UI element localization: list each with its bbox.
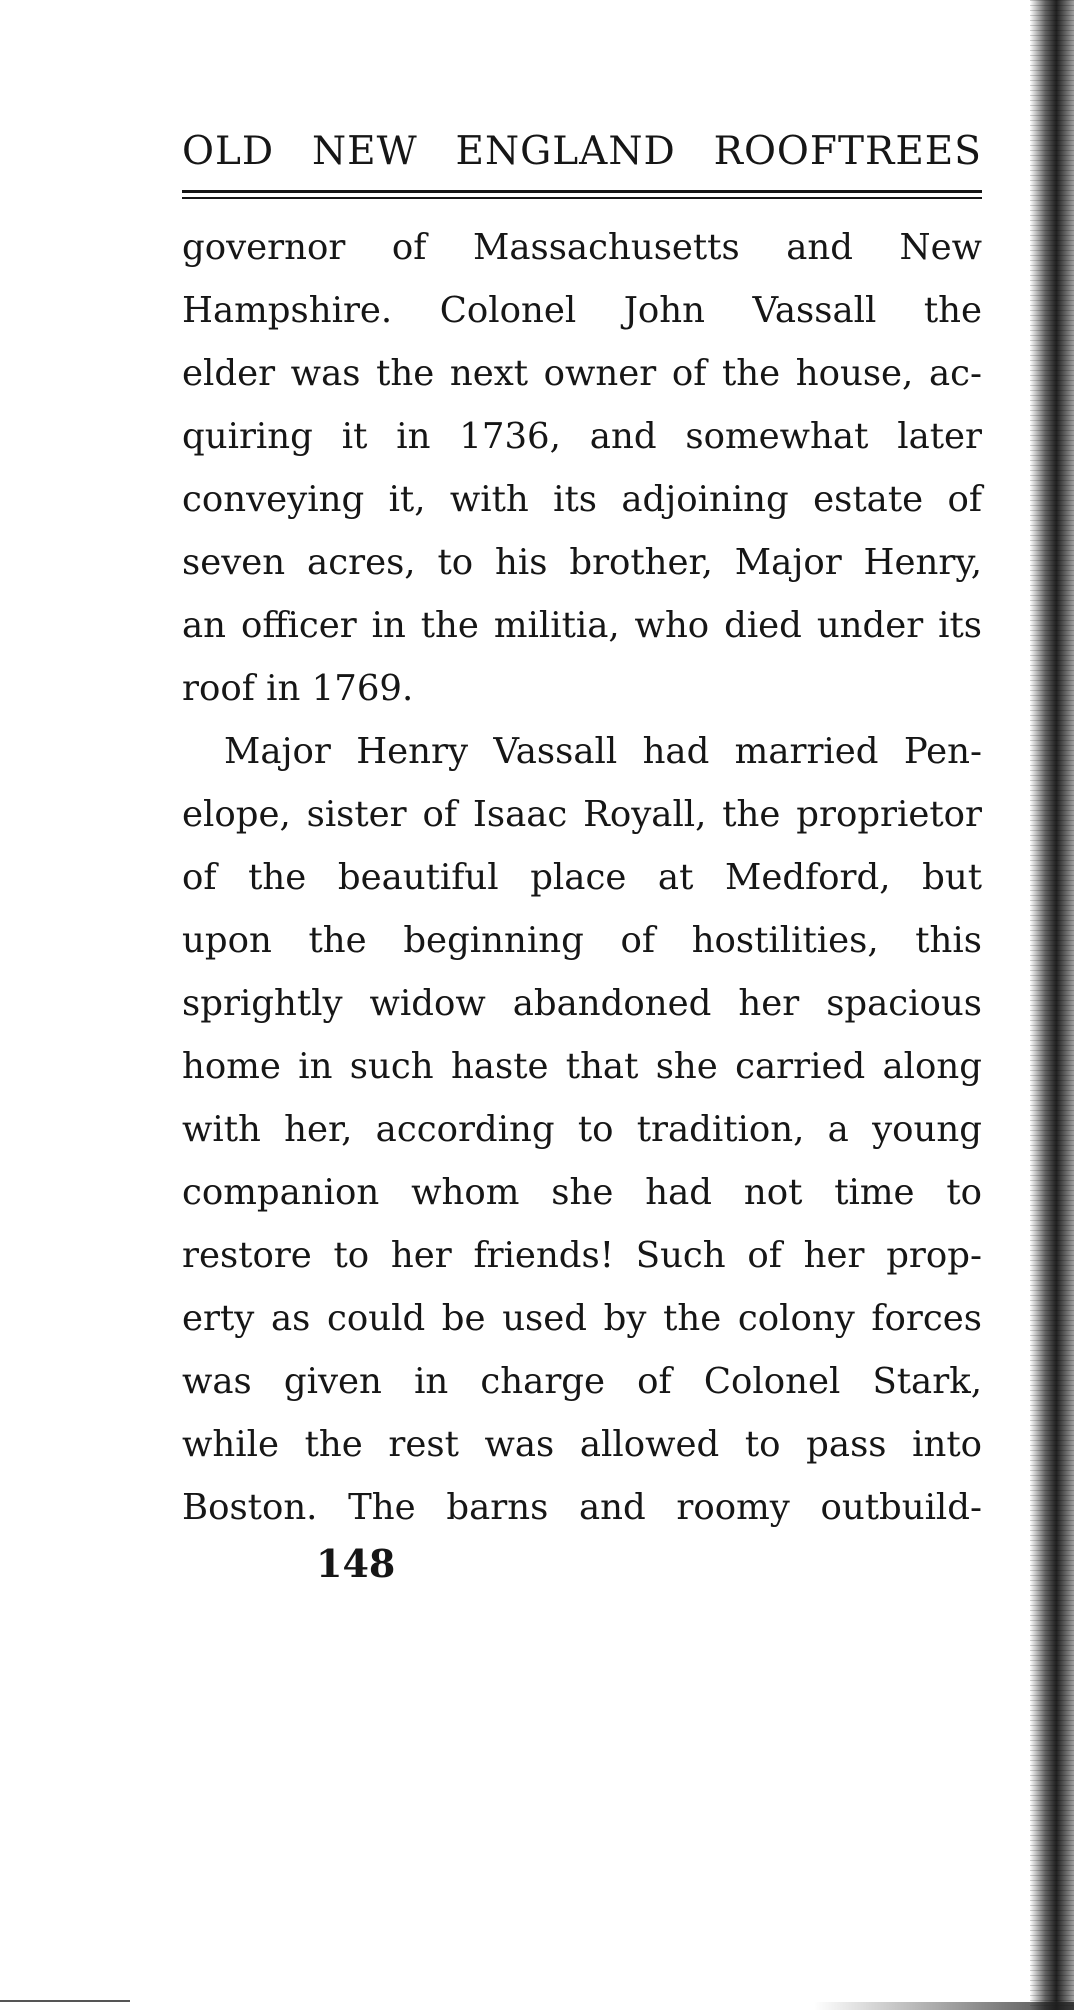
- text-line: governor of Massachusetts and New: [182, 227, 982, 268]
- text-line: seven acres, to his brother, Major Henry,: [182, 542, 982, 583]
- page-edge-shadow: [1030, 0, 1074, 2010]
- text-line: quiring it in 1736, and somewhat later: [182, 416, 982, 457]
- text-line: companion whom she had not time to: [182, 1172, 982, 1213]
- paragraph-end-line: roof in 1769.: [182, 668, 414, 709]
- text-line: Hampshire. Colonel John Vassall the: [182, 290, 982, 331]
- text-line: with her, according to tradition, a young: [182, 1109, 982, 1150]
- page-number: 148: [316, 1541, 396, 1586]
- text-line: of the beautiful place at Medford, but: [182, 857, 982, 898]
- paragraph-start-line: Major Henry Vassall had married Pen-: [224, 731, 982, 772]
- page-edge-bottom-shadow: [814, 2002, 1074, 2010]
- text-line: conveying it, with its adjoining estate of: [182, 479, 982, 520]
- header-double-rule: [182, 190, 982, 199]
- text-line: Boston. The barns and roomy outbuild-: [182, 1487, 982, 1528]
- text-line: elder was the next owner of the house, ac-: [182, 353, 982, 394]
- body-text: [182, 216, 982, 1539]
- scan-margin-mark: [0, 2000, 130, 2002]
- text-line: elope, sister of Isaac Royall, the proprietor: [182, 794, 982, 835]
- text-line: erty as could be used by the colony forces: [182, 1298, 982, 1339]
- running-head: OLD NEW ENGLAND ROOFTREES: [182, 129, 982, 174]
- text-line: while the rest was allowed to pass into: [182, 1424, 982, 1465]
- text-line: home in such haste that she carried along: [182, 1046, 982, 1087]
- text-line: restore to her friends! Such of her prop-: [182, 1235, 982, 1276]
- text-line: upon the beginning of hostilities, this: [182, 920, 982, 961]
- text-line: an officer in the militia, who died under its: [182, 605, 982, 646]
- text-line: sprightly widow abandoned her spacious: [182, 983, 982, 1024]
- text-line: was given in charge of Colonel Stark,: [182, 1361, 982, 1402]
